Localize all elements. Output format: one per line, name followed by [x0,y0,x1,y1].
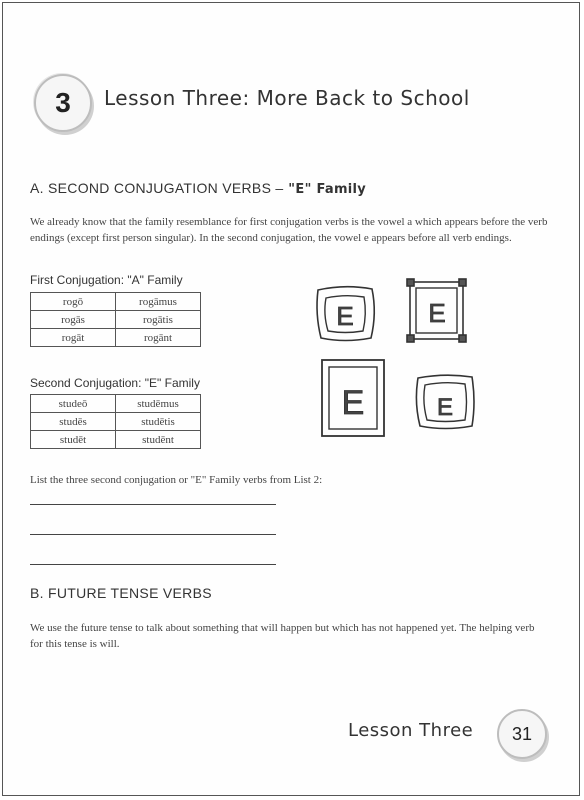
frame-bottom-left [322,360,384,436]
table-cell: studētis [116,413,201,431]
first-conjugation-label: First Conjugation: "A" Family [30,273,183,287]
section-a-title: A. SECOND CONJUGATION VERBS – [30,180,284,196]
footer-lesson-label: Lesson Three [348,720,474,741]
table-cell: studeō [31,395,116,413]
frame-letter: E [336,301,354,331]
table-cell: rogānt [116,329,201,347]
frame-top-left [317,287,374,341]
section-a-title-hand: "E" Family [283,182,367,197]
section-b-heading: B. FUTURE TENSE VERBS [30,585,212,601]
table-cell: rogāt [31,329,116,347]
table-cell: studēs [31,413,116,431]
frame-letter: E [436,394,454,421]
answer-line-3[interactable] [30,564,276,565]
page-number-badge [497,709,547,759]
page-number: 31 [511,723,533,744]
table-cell: rogātis [116,311,201,329]
lesson-title: Lesson Three: More Back to School [104,86,470,110]
answer-line-1[interactable] [30,504,276,505]
table-cell: studēnt [116,431,201,449]
table-cell: studēt [31,431,116,449]
section-a-paragraph: We already know that the family resemblance for first conjugation verbs is the vowel a which appears before the verb endings (except first person singular). In the second conjugation, the vowel e appears before all verb endings. [30,216,548,244]
answer-line-2[interactable] [30,534,276,535]
table-cell: rogās [31,311,116,329]
frame-bottom-right [416,375,474,428]
frame-letter: E [341,384,365,422]
lesson-number: 3 [55,87,71,118]
frame-letter: E [428,298,446,328]
section-b-paragraph: We use the future tense to talk about something that will happen but which has not happened yet. The helping verb for this tense is will. [30,622,535,650]
list-prompt: List the three second conjugation or "E" Family verbs from List 2: [30,474,323,486]
table-cell: rogō [31,293,116,311]
frame-top-right [407,279,466,342]
table-cell: rogāmus [116,293,201,311]
table-cell: studēmus [116,395,201,413]
second-conjugation-label: Second Conjugation: "E" Family [30,376,200,390]
